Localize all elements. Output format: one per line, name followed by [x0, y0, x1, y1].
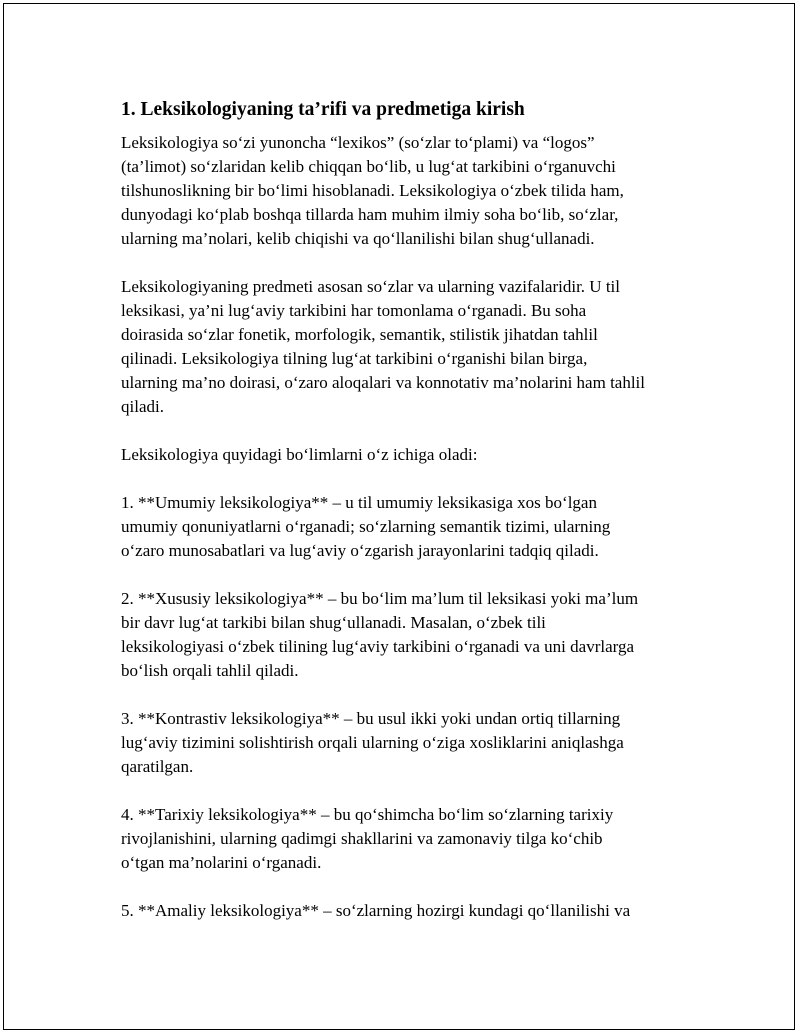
- text-line: umumiy qonuniyatlarni o‘rganadi; so‘zlarning semantik tizimi, ularning: [121, 517, 611, 536]
- paragraph-sections-intro: [121, 443, 691, 467]
- paragraph-definition: [121, 131, 691, 251]
- list-item-contrastive: [121, 707, 691, 779]
- text-line: dunyodagi ko‘plab boshqa tillarda ham muhim ilmiy soha bo‘lib, so‘zlar,: [121, 205, 619, 224]
- text-line: Leksikologiya so‘zi yunoncha “lexikos” (so‘zlar to‘plami) va “logos”: [121, 133, 595, 152]
- text-line: 1. **Umumiy leksikologiya** – u til umumiy leksikasiga xos bo‘lgan: [121, 493, 597, 512]
- text-line: leksikasi, ya’ni lug‘aviy tarkibini har tomonlama o‘rganadi. Bu soha: [121, 301, 587, 320]
- text-line: Leksikologiya quyidagi bo‘limlarni o‘z ichiga oladi:: [121, 445, 478, 464]
- text-line: 2. **Xususiy leksikologiya** – bu bo‘lim ma’lum til leksikasi yoki ma’lum: [121, 589, 639, 608]
- text-line: leksikologiyasi o‘zbek tilining lug‘aviy tarkibini o‘rganadi va uni davrlarga: [121, 637, 635, 656]
- text-line: ularning ma’nolari, kelib chiqishi va qo‘llanilishi bilan shug‘ullanadi.: [121, 229, 595, 248]
- text-line: 3. **Kontrastiv leksikologiya** – bu usul ikki yoki undan ortiq tillarning: [121, 709, 621, 728]
- list-item-general: [121, 491, 691, 563]
- text-line: lug‘aviy tizimini solishtirish orqali ularning o‘ziga xosliklarini aniqlashga: [121, 733, 624, 752]
- text-line: bo‘lish orqali tahlil qiladi.: [121, 661, 299, 680]
- text-line: bir davr lug‘at tarkibi bilan shug‘ullanadi. Masalan, o‘zbek tili: [121, 613, 546, 632]
- document-page: [3, 3, 795, 1030]
- text-line: 4. **Tarixiy leksikologiya** – bu qo‘shimcha bo‘lim so‘zlarning tarixiy: [121, 805, 614, 824]
- text-line: doirasida so‘zlar fonetik, morfologik, semantik, stilistik jihatdan tahlil: [121, 325, 598, 344]
- text-line: 5. **Amaliy leksikologiya** – so‘zlarning hozirgi kundagi qo‘llanilishi va: [121, 901, 631, 920]
- text-line: ularning ma’no doirasi, o‘zaro aloqalari va konnotativ ma’nolarini ham tahlil: [121, 373, 646, 392]
- text-line: qilinadi. Leksikologiya tilning lug‘at tarkibini o‘rganishi bilan birga,: [121, 349, 588, 368]
- text-line: Leksikologiyaning predmeti asosan so‘zlar va ularning vazifalaridir. U til: [121, 277, 620, 296]
- list-item-historical: [121, 803, 691, 875]
- text-line: rivojlanishini, ularning qadimgi shakllarini va zamonaviy tilga ko‘chib: [121, 829, 603, 848]
- list-item-applied: [121, 899, 691, 923]
- document-body: [121, 97, 691, 947]
- list-item-specific: [121, 587, 691, 683]
- text-line: qaratilgan.: [121, 757, 194, 776]
- text-line: o‘zaro munosabatlari va lug‘aviy o‘zgarish jarayonlarini tadqiq qiladi.: [121, 541, 599, 560]
- section-title: 1. Leksikologiyaning ta’rifi va predmetiga kirish: [121, 99, 525, 120]
- paragraph-subject: [121, 275, 691, 419]
- text-line: o‘tgan ma’nolarini o‘rganadi.: [121, 853, 322, 872]
- text-line: (ta’limot) so‘zlaridan kelib chiqqan bo‘lib, u lug‘at tarkibini o‘rganuvchi: [121, 157, 616, 176]
- text-line: qiladi.: [121, 397, 164, 416]
- text-line: tilshunoslikning bir bo‘limi hisoblanadi. Leksikologiya o‘zbek tilida ham,: [121, 181, 624, 200]
